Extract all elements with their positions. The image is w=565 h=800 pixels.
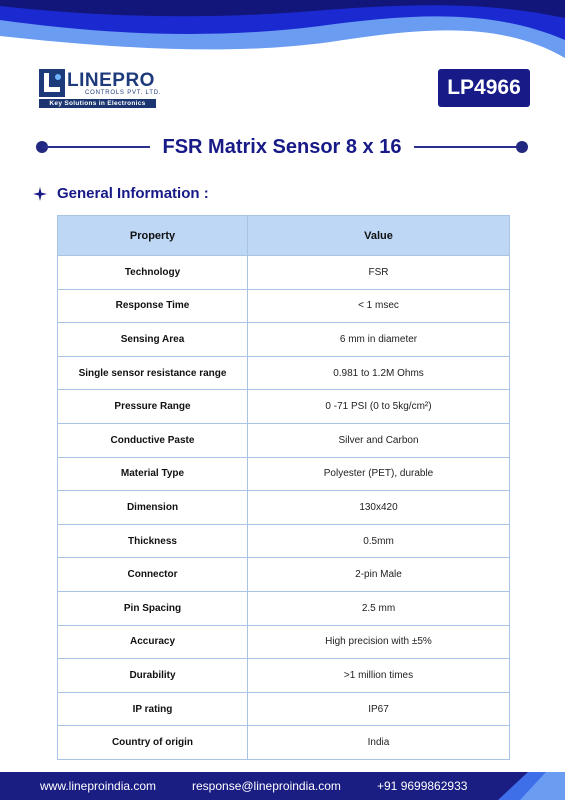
title-dot-right: [516, 141, 528, 153]
property-cell: Conductive Paste: [58, 423, 248, 457]
product-code-badge: LP4966: [438, 69, 530, 107]
table-row: [58, 323, 510, 357]
table-row: [58, 256, 510, 290]
value-cell: Polyester (PET), durable: [248, 457, 510, 491]
header-wave-decoration: [0, 0, 565, 70]
value-cell: IP67: [248, 692, 510, 726]
property-cell: Dimension: [58, 491, 248, 525]
company-logo: [39, 69, 162, 109]
page-title: FSR Matrix Sensor 8 x 16: [162, 136, 402, 158]
table-row: [58, 591, 510, 625]
property-cell: Country of origin: [58, 726, 248, 760]
table-row: [58, 625, 510, 659]
title-divider-right: [414, 146, 522, 148]
property-cell: Connector: [58, 558, 248, 592]
title-row: [36, 133, 528, 161]
property-cell: Pin Spacing: [58, 591, 248, 625]
value-cell: FSR: [248, 256, 510, 290]
linepro-logo-icon: [39, 69, 65, 99]
table-row: [58, 491, 510, 525]
value-cell: High precision with ±5%: [248, 625, 510, 659]
footer-wave-decoration: [468, 772, 565, 800]
property-cell: Technology: [58, 256, 248, 290]
brand-name: LINEPRO: [67, 70, 155, 91]
table-row: [58, 356, 510, 390]
brand-subtitle: CONTROLS PVT. LTD.: [85, 90, 162, 96]
property-cell: Sensing Area: [58, 323, 248, 357]
table-row: [58, 659, 510, 693]
value-cell: 0.5mm: [248, 524, 510, 558]
value-cell: 0 -71 PSI (0 to 5kg/cm²): [248, 390, 510, 424]
table-row: [58, 390, 510, 424]
value-cell: 2-pin Male: [248, 558, 510, 592]
table-row: [58, 558, 510, 592]
table-row: [58, 726, 510, 760]
value-cell: 0.981 to 1.2M Ohms: [248, 356, 510, 390]
table-row: [58, 457, 510, 491]
value-cell: 130x420: [248, 491, 510, 525]
value-cell: >1 million times: [248, 659, 510, 693]
value-cell: 6 mm in diameter: [248, 323, 510, 357]
table-row: [58, 524, 510, 558]
property-cell: Pressure Range: [58, 390, 248, 424]
property-cell: Durability: [58, 659, 248, 693]
table-row: [58, 289, 510, 323]
section-title: General Information :: [57, 185, 209, 202]
value-cell: India: [248, 726, 510, 760]
column-header-property: Property: [58, 216, 248, 256]
brand-tagline: Key Solutions in Electronics: [39, 99, 156, 108]
property-cell: Material Type: [58, 457, 248, 491]
footer-email-link[interactable]: response@lineproindia.com: [192, 779, 341, 793]
value-cell: Silver and Carbon: [248, 423, 510, 457]
property-cell: Accuracy: [58, 625, 248, 659]
value-cell: 2.5 mm: [248, 591, 510, 625]
footer-phone-link[interactable]: +91 9699862933: [377, 779, 468, 793]
title-divider-left: [42, 146, 150, 148]
property-cell: Thickness: [58, 524, 248, 558]
property-cell: IP rating: [58, 692, 248, 726]
table-row: [58, 692, 510, 726]
table-row: [58, 423, 510, 457]
sparkle-icon: [33, 187, 47, 201]
footer-website-link[interactable]: www.lineproindia.com: [40, 779, 157, 793]
column-header-value: Value: [248, 216, 510, 256]
spec-table: [57, 215, 510, 760]
property-cell: Response Time: [58, 289, 248, 323]
table-header-row: [58, 216, 510, 256]
value-cell: < 1 msec: [248, 289, 510, 323]
property-cell: Single sensor resistance range: [58, 356, 248, 390]
